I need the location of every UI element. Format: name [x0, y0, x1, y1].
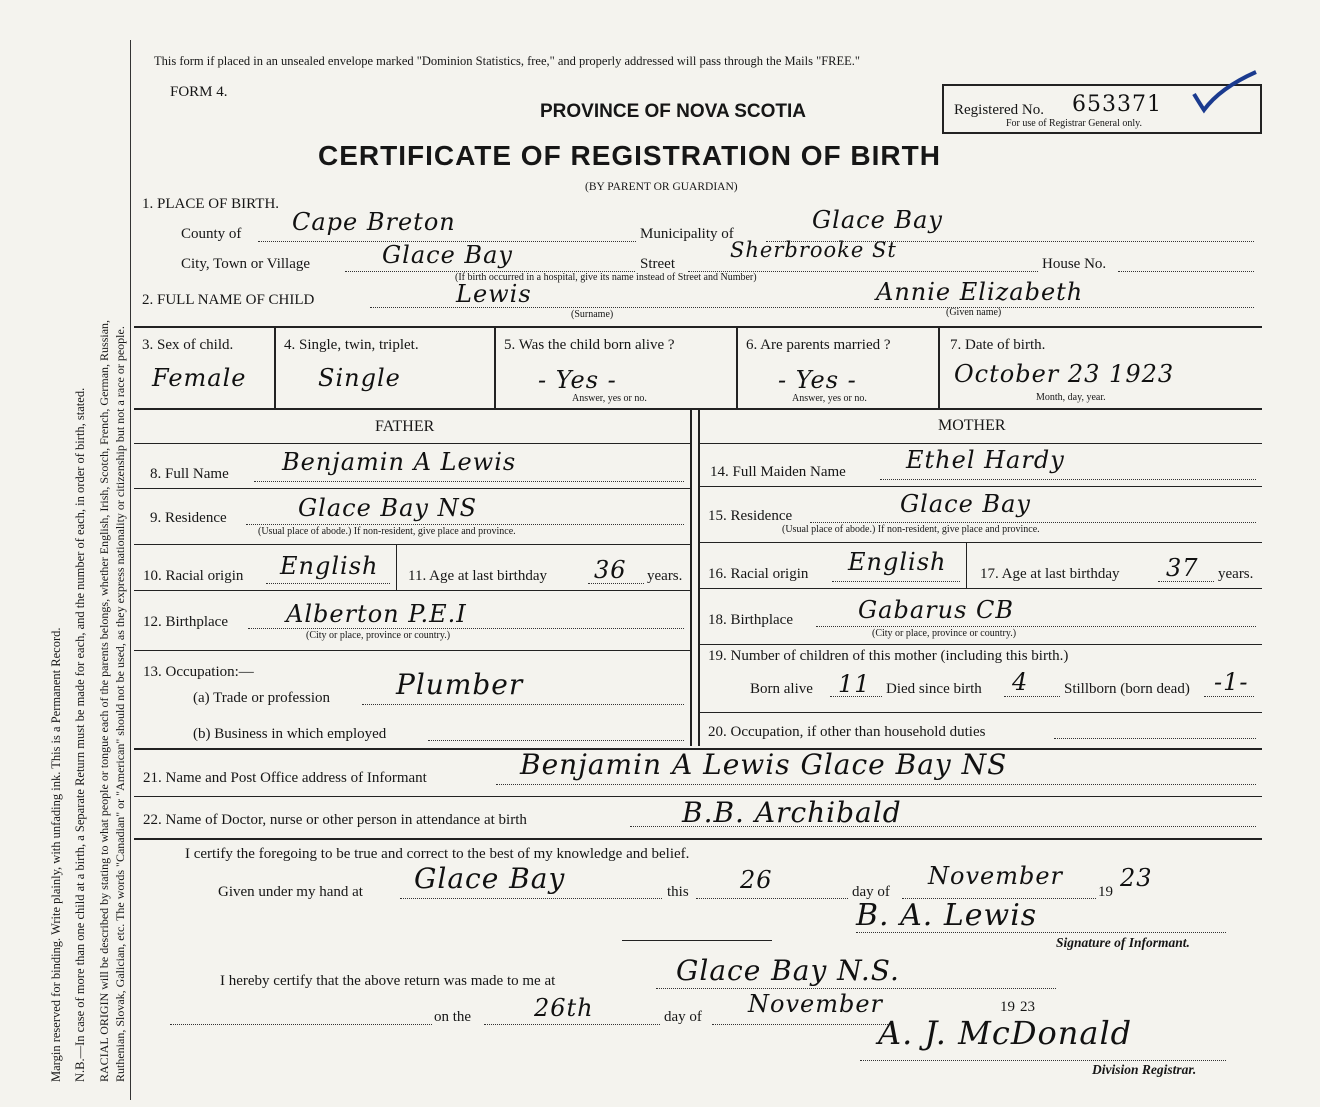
child-name-label: 2. FULL NAME OF CHILD: [142, 292, 315, 308]
on-the-label: on the: [434, 1009, 472, 1025]
informant-label: 21. Name and Post Office address of Informant: [143, 770, 427, 786]
married-value: - Yes -: [778, 366, 857, 394]
city-label: City, Town or Village: [181, 256, 311, 272]
registrar-year: 23: [1020, 999, 1035, 1015]
father-racial-value: English: [280, 552, 379, 580]
mother-name-value: Ethel Hardy: [906, 446, 1065, 474]
check-mark-icon: [1190, 68, 1260, 114]
birth-date-caption: Month, day, year.: [1036, 392, 1106, 403]
margin-note-binding: Margin reserved for binding. Write plainly, with unfading ink. This is a Permanent Record.: [49, 627, 63, 1082]
married-caption: Answer, yes or no.: [792, 393, 867, 404]
registrar-use-note: For use of Registrar General only.: [1006, 118, 1142, 129]
mother-children-label: 19. Number of children of this mother (including this birth.): [708, 648, 1069, 664]
child-surname: Lewis: [456, 280, 532, 308]
birth-date-value: October 23 1923: [954, 360, 1175, 388]
father-trade-label: (a) Trade or profession: [193, 690, 331, 706]
mother-birthplace-caption: (City or place, province or country.): [872, 628, 1017, 639]
mother-residence-label: 15. Residence: [708, 508, 793, 524]
margin-note-multiple-births: N.B.—In case of more than one child at a birth, a Separate Return must be made for each, and the number of each, in order of birth, stated.: [73, 387, 87, 1082]
stillborn-label: Stillborn (born dead): [1064, 681, 1190, 697]
mother-residence-caption: (Usual place of abode.) If non-resident, give place and province.: [782, 524, 1040, 535]
place-heading: 1. PLACE OF BIRTH.: [142, 196, 280, 212]
year-prefix: 19: [1098, 884, 1113, 900]
municipality-label: Municipality of: [640, 226, 734, 242]
registered-number: 653371: [1072, 92, 1162, 117]
street-label: Street: [640, 256, 675, 272]
informant-signature-caption: Signature of Informant.: [1056, 935, 1190, 950]
father-age-value: 36: [594, 556, 627, 584]
row3-top-line: [134, 326, 1262, 328]
alive-caption: Answer, yes or no.: [572, 393, 647, 404]
year-value: 23: [1120, 864, 1153, 892]
form-number: FORM 4.: [170, 84, 228, 100]
registrar-signature: A. J. McDonald: [878, 1014, 1133, 1052]
informant-value: Benjamin A Lewis Glace Bay NS: [520, 748, 1008, 781]
father-age-label: 11. Age at last birthday: [408, 568, 547, 584]
mother-birthplace-value: Gabarus CB: [858, 596, 1015, 624]
died-label: Died since birth: [886, 681, 982, 697]
municipality-value: Glace Bay: [812, 206, 943, 234]
mail-notice: This form if placed in an unsealed envelope marked "Dominion Statistics, free," and properly addressed will pass through the Mails "FREE.": [154, 54, 861, 68]
mother-years: years.: [1218, 566, 1254, 582]
died-value: 4: [1012, 668, 1029, 696]
father-residence-value: Glace Bay NS: [298, 494, 478, 522]
father-name-label: 8. Full Name: [150, 466, 229, 482]
single-value: Single: [318, 364, 401, 392]
doctor-value: B.B. Archibald: [682, 796, 902, 829]
city-value: Glace Bay: [382, 241, 513, 269]
mother-birthplace-label: 18. Birthplace: [708, 612, 793, 628]
born-alive-value: 11: [838, 670, 871, 698]
child-given-name: Annie Elizabeth: [876, 278, 1084, 306]
stillborn-value: -1-: [1214, 668, 1249, 696]
registered-label: Registered No.: [954, 102, 1044, 118]
division-registrar-caption: Division Registrar.: [1092, 1062, 1197, 1077]
mother-occupation-label: 20. Occupation, if other than household duties: [708, 724, 986, 740]
given-label: Given under my hand at: [218, 884, 363, 900]
margin-line: [130, 40, 131, 1100]
registrar-day-of: day of: [664, 1009, 702, 1025]
father-residence-caption: (Usual place of abode.) If non-resident, give place and province.: [258, 526, 516, 537]
month-value: November: [928, 862, 1064, 890]
given-place: Glace Bay: [414, 862, 566, 895]
father-trade-value: Plumber: [396, 668, 524, 701]
informant-signature: B. A. Lewis: [856, 898, 1038, 933]
father-birthplace-value: Alberton P.E.I: [286, 600, 467, 628]
doctor-label: 22. Name of Doctor, nurse or other person in attendance at birth: [143, 812, 527, 828]
registrar-statement: I hereby certify that the above return was made to me at: [220, 973, 556, 989]
mother-racial-value: English: [848, 548, 947, 576]
sex-value: Female: [152, 364, 247, 392]
street-value: Sherbrooke St: [730, 238, 897, 262]
day-value: 26: [740, 866, 773, 894]
mother-name-label: 14. Full Maiden Name: [710, 464, 846, 480]
father-name-value: Benjamin A Lewis: [282, 448, 517, 476]
single-label: 4. Single, twin, triplet.: [284, 337, 419, 353]
father-heading: FATHER: [375, 418, 435, 435]
father-business-label: (b) Business in which employed: [193, 726, 387, 742]
birth-date-label: 7. Date of birth.: [950, 337, 1046, 353]
margin-note-racial-origin-2: Ruthenian, Slovak, Galician, etc. The words "Canadian" or "American" should not be used, as they express nationality or citizenship but not a race or people.: [113, 326, 127, 1082]
married-label: 6. Are parents married ?: [746, 337, 891, 353]
mother-residence-value: Glace Bay: [900, 490, 1031, 518]
margin-note-racial-origin: RACIAL ORIGIN will be described by stating to what people or tongue each of the parents belongs, whether English, Irish, Scotch, French, German, Russian,: [97, 319, 111, 1082]
father-birthplace-label: 12. Birthplace: [143, 614, 228, 630]
mother-age-value: 37: [1166, 554, 1199, 582]
mother-heading: MOTHER: [938, 417, 1006, 434]
father-residence-label: 9. Residence: [150, 510, 227, 526]
father-occupation-label: 13. Occupation:—: [143, 664, 254, 680]
certify-statement: I certify the foregoing to be true and correct to the best of my knowledge and belief.: [185, 846, 690, 862]
county-label: County of: [181, 226, 242, 242]
father-years: years.: [647, 568, 683, 584]
hospital-note: (If birth occurred in a hospital, give its name instead of Street and Number): [455, 272, 757, 283]
alive-value: - Yes -: [538, 366, 617, 394]
father-birthplace-caption: (City or place, province or country.): [306, 630, 451, 641]
day-of-label: day of: [852, 884, 890, 900]
given-name-caption: (Given name): [946, 307, 1002, 318]
house-label: House No.: [1042, 256, 1107, 272]
registrar-day: 26th: [534, 994, 594, 1022]
registrar-month: November: [748, 990, 884, 1018]
certificate-subtitle: (BY PARENT OR GUARDIAN): [585, 181, 738, 193]
doctor-bottom-line: [134, 838, 1262, 840]
mother-racial-label: 16. Racial origin: [708, 566, 809, 582]
surname-caption: (Surname): [571, 309, 614, 320]
county-value: Cape Breton: [292, 208, 456, 236]
sex-label: 3. Sex of child.: [142, 337, 234, 353]
father-racial-label: 10. Racial origin: [143, 568, 244, 584]
alive-label: 5. Was the child born alive ?: [504, 337, 675, 353]
this-label: this: [667, 884, 689, 900]
registrar-year-prefix: 19: [1000, 999, 1015, 1015]
mother-age-label: 17. Age at last birthday: [980, 566, 1120, 582]
parents-divider: [690, 408, 692, 746]
born-alive-label: Born alive: [750, 681, 813, 697]
province-heading: PROVINCE OF NOVA SCOTIA: [540, 101, 807, 122]
certificate-title: CERTIFICATE OF REGISTRATION OF BIRTH: [318, 140, 941, 171]
registrar-place: Glace Bay N.S.: [676, 954, 900, 987]
